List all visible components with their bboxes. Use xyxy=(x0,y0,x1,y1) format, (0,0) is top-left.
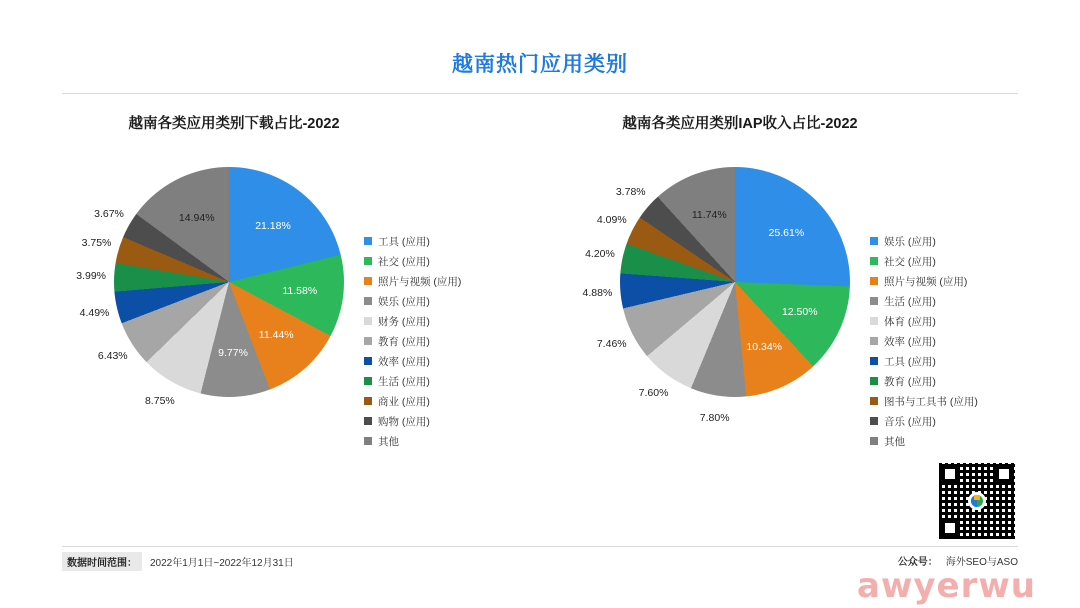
legend-swatch-icon xyxy=(870,237,878,245)
pie-slice-label: 7.60% xyxy=(638,387,669,400)
pie-slice-label: 6.43% xyxy=(97,350,128,363)
legend-item[interactable] xyxy=(870,371,1010,391)
legend-label: 购物 (应用) xyxy=(378,415,430,428)
pie-slice-label: 3.78% xyxy=(615,185,646,198)
legend-item[interactable] xyxy=(364,351,504,371)
legend-swatch-icon xyxy=(870,397,878,405)
data-range xyxy=(62,552,294,571)
legend-item[interactable] xyxy=(870,271,1010,291)
legend-label: 娱乐 (应用) xyxy=(378,295,430,308)
legend-swatch-icon xyxy=(364,297,372,305)
qr-eye-bottom-left xyxy=(941,519,959,537)
pie-slice-label: 7.80% xyxy=(699,412,730,425)
legend-item[interactable] xyxy=(364,431,504,451)
pie-slice-label: 11.58% xyxy=(282,284,318,297)
legend-label: 财务 (应用) xyxy=(378,315,430,328)
legend-iap-revenue xyxy=(870,231,1010,451)
qr-code-icon xyxy=(936,460,1018,542)
pie-slice-label: 7.46% xyxy=(596,338,627,351)
legend-swatch-icon xyxy=(870,277,878,285)
header-divider xyxy=(62,93,1018,94)
legend-label: 照片与视频 (应用) xyxy=(378,275,462,288)
pie-slice-label: 3.67% xyxy=(94,207,124,220)
qr-logo-icon xyxy=(968,492,986,510)
legend-label: 图书与工具书 (应用) xyxy=(884,395,978,408)
legend-label: 音乐 (应用) xyxy=(884,415,936,428)
legend-item[interactable] xyxy=(870,431,1010,451)
legend-item[interactable] xyxy=(364,251,504,271)
pie-slice-label: 3.99% xyxy=(76,270,107,283)
legend-item[interactable] xyxy=(364,311,504,331)
pie-iap-revenue-graphic xyxy=(620,167,850,400)
pie-slice-label: 21.18% xyxy=(255,219,291,232)
legend-item[interactable] xyxy=(364,371,504,391)
legend-swatch-icon xyxy=(870,257,878,265)
pie-iap-revenue xyxy=(582,167,850,425)
legend-label: 社交 (应用) xyxy=(378,255,430,268)
pie-slice-label: 4.09% xyxy=(596,213,627,226)
data-range-label: 数据时间范围： xyxy=(62,552,142,571)
legend-label: 效率 (应用) xyxy=(378,355,430,368)
legend-item[interactable] xyxy=(364,231,504,251)
chart-downloads xyxy=(34,112,504,448)
legend-swatch-icon xyxy=(364,277,372,285)
legend-item[interactable] xyxy=(870,251,1010,271)
legend-label: 其他 xyxy=(884,435,905,448)
legend-swatch-icon xyxy=(364,337,372,345)
page-title: 越南热门应用类别 xyxy=(452,53,628,76)
legend-swatch-icon xyxy=(364,237,372,245)
pie-slice-label: 3.75% xyxy=(81,237,112,250)
legend-swatch-icon xyxy=(870,337,878,345)
legend-label: 体育 (应用) xyxy=(884,315,936,328)
legend-swatch-icon xyxy=(364,317,372,325)
legend-swatch-icon xyxy=(870,437,878,445)
pie-downloads xyxy=(76,167,344,408)
page-header xyxy=(0,48,1080,78)
legend-swatch-icon xyxy=(870,317,878,325)
legend-item[interactable] xyxy=(870,331,1010,351)
pie-slice-label: 4.49% xyxy=(79,306,110,319)
legend-item[interactable] xyxy=(364,391,504,411)
legend-label: 商业 (应用) xyxy=(378,395,430,408)
legend-label: 生活 (应用) xyxy=(378,375,430,388)
chart-downloads-area xyxy=(34,139,504,448)
legend-item[interactable] xyxy=(870,311,1010,331)
chart-iap-revenue-title: 越南各类应用类别IAP收入占比-2022 xyxy=(622,116,858,132)
legend-swatch-icon xyxy=(870,417,878,425)
legend-item[interactable] xyxy=(364,411,504,431)
chart-iap-revenue xyxy=(540,112,1010,448)
account-label: 公众号： xyxy=(897,557,938,568)
legend-swatch-icon xyxy=(364,377,372,385)
watermark: awyerwu xyxy=(857,566,1036,606)
legend-label: 教育 (应用) xyxy=(378,335,430,348)
legend-item[interactable] xyxy=(364,271,504,291)
legend-swatch-icon xyxy=(364,437,372,445)
chart-iap-revenue-area xyxy=(540,139,1010,448)
legend-item[interactable] xyxy=(870,411,1010,431)
legend-swatch-icon xyxy=(870,297,878,305)
pie-slice-label: 14.94% xyxy=(178,212,215,225)
pie-downloads-graphic xyxy=(114,167,344,397)
pie-slice-label: 4.20% xyxy=(585,247,615,260)
legend-label: 娱乐 (应用) xyxy=(884,235,936,248)
legend-label: 工具 (应用) xyxy=(884,355,936,368)
pie-slice-label: 4.88% xyxy=(582,286,613,299)
legend-swatch-icon xyxy=(364,357,372,365)
data-range-value: 2022年1月1日~2022年12月31日 xyxy=(150,558,294,569)
legend-item[interactable] xyxy=(364,291,504,311)
legend-item[interactable] xyxy=(870,231,1010,251)
legend-label: 工具 (应用) xyxy=(378,235,430,248)
legend-swatch-icon xyxy=(364,397,372,405)
pie-slice-label: 12.50% xyxy=(781,305,818,318)
account-value: 海外SEO与ASO xyxy=(945,557,1018,568)
legend-label: 教育 (应用) xyxy=(884,375,936,388)
pie-slice-label: 11.44% xyxy=(258,329,294,342)
legend-item[interactable] xyxy=(870,391,1010,411)
pie-slice-label: 25.61% xyxy=(768,226,805,239)
legend-label: 生活 (应用) xyxy=(884,295,936,308)
legend-label: 社交 (应用) xyxy=(884,255,936,268)
legend-swatch-icon xyxy=(870,377,878,385)
legend-item[interactable] xyxy=(870,291,1010,311)
legend-label: 效率 (应用) xyxy=(884,335,936,348)
legend-swatch-icon xyxy=(870,357,878,365)
pie-slice-label: 9.77% xyxy=(218,347,248,360)
pie-slice-label: 10.34% xyxy=(746,341,783,354)
legend-downloads xyxy=(364,231,504,451)
legend-item[interactable] xyxy=(870,351,1010,371)
footer-divider xyxy=(62,546,1018,547)
legend-label: 其他 xyxy=(378,435,399,448)
legend-label: 照片与视频 (应用) xyxy=(884,275,968,288)
chart-downloads-title: 越南各类应用类别下载占比-2022 xyxy=(128,116,340,132)
legend-swatch-icon xyxy=(364,417,372,425)
qr-eye-top-left xyxy=(941,465,959,483)
qr-eye-top-right xyxy=(995,465,1013,483)
pie-slice-label: 11.74% xyxy=(691,209,727,222)
pie-slice-label: 8.75% xyxy=(144,395,175,408)
legend-item[interactable] xyxy=(364,331,504,351)
legend-swatch-icon xyxy=(364,257,372,265)
